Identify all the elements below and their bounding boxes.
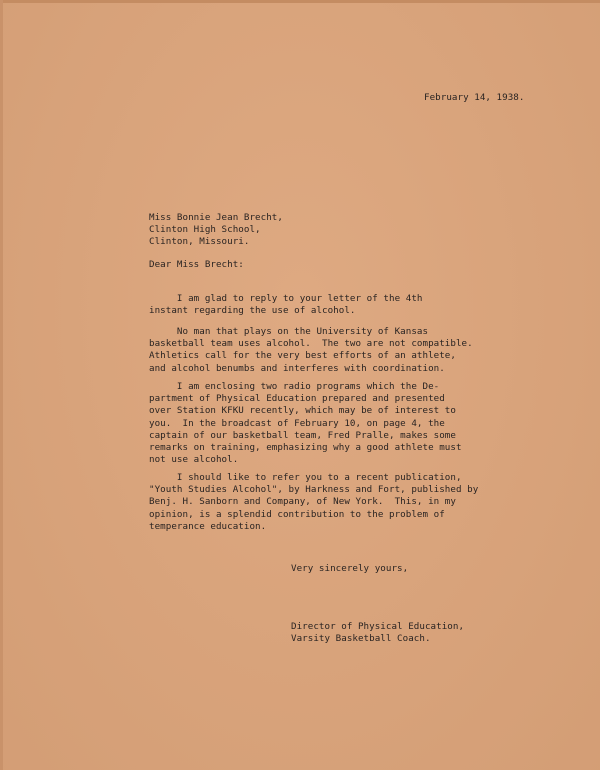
paragraph-line: I should like to refer you to a recent publication, [149, 472, 462, 483]
paragraph-line: you. In the broadcast of February 10, on page 4, the [149, 417, 445, 429]
paragraph-line: and alcohol benumbs and interferes with coordination. [149, 362, 445, 374]
paper-left-edge [0, 0, 3, 770]
recipient-city: Clinton, Missouri. [149, 236, 250, 247]
paragraph-4 [149, 472, 549, 533]
paragraph-line: I am glad to reply to your letter of the 4th [149, 293, 423, 304]
paragraph-line: captain of our basketball team, Fred Pralle, makes some [149, 429, 456, 441]
paragraph-line: Benj. H. Sanborn and Company, of New York. This, in my [149, 496, 456, 508]
recipient-school: Clinton High School, [149, 224, 261, 235]
paragraph-line: instant regarding the use of alcohol. [149, 305, 356, 317]
paragraph-line: not use alcohol. [149, 454, 239, 466]
paragraph-line: temperance education. [149, 520, 267, 532]
paragraph-line: remarks on training, emphasizing why a good athlete must [149, 442, 462, 454]
paragraph-2 [149, 326, 549, 375]
paragraph-1 [149, 293, 549, 317]
complimentary-closing: Very sincerely yours, [291, 563, 409, 574]
signature-title-coach: Varsity Basketball Coach. [291, 633, 431, 644]
paragraph-line: basketball team uses alcohol. The two are not compatible. [149, 338, 473, 350]
paragraph-line: No man that plays on the University of Kansas [149, 326, 429, 337]
paragraph-line: I am enclosing two radio programs which the De- [149, 381, 440, 392]
paragraph-line: opinion, is a splendid contribution to the problem of [149, 508, 445, 520]
paper-top-edge [0, 0, 600, 3]
paragraph-line: over Station KFKU recently, which may be of interest to [149, 405, 456, 417]
paragraph-line: "Youth Studies Alcohol", by Harkness and Fort, published by [149, 484, 479, 496]
signature-title-director: Director of Physical Education, [291, 621, 465, 632]
paragraph-line: partment of Physical Education prepared and presented [149, 393, 445, 405]
paragraph-3 [149, 381, 549, 466]
letter-date: February 14, 1938. [424, 92, 525, 103]
paragraph-line: Athletics call for the very best efforts of an athlete, [149, 350, 456, 362]
recipient-name: Miss Bonnie Jean Brecht, [149, 212, 283, 223]
salutation: Dear Miss Brecht: [149, 259, 244, 270]
